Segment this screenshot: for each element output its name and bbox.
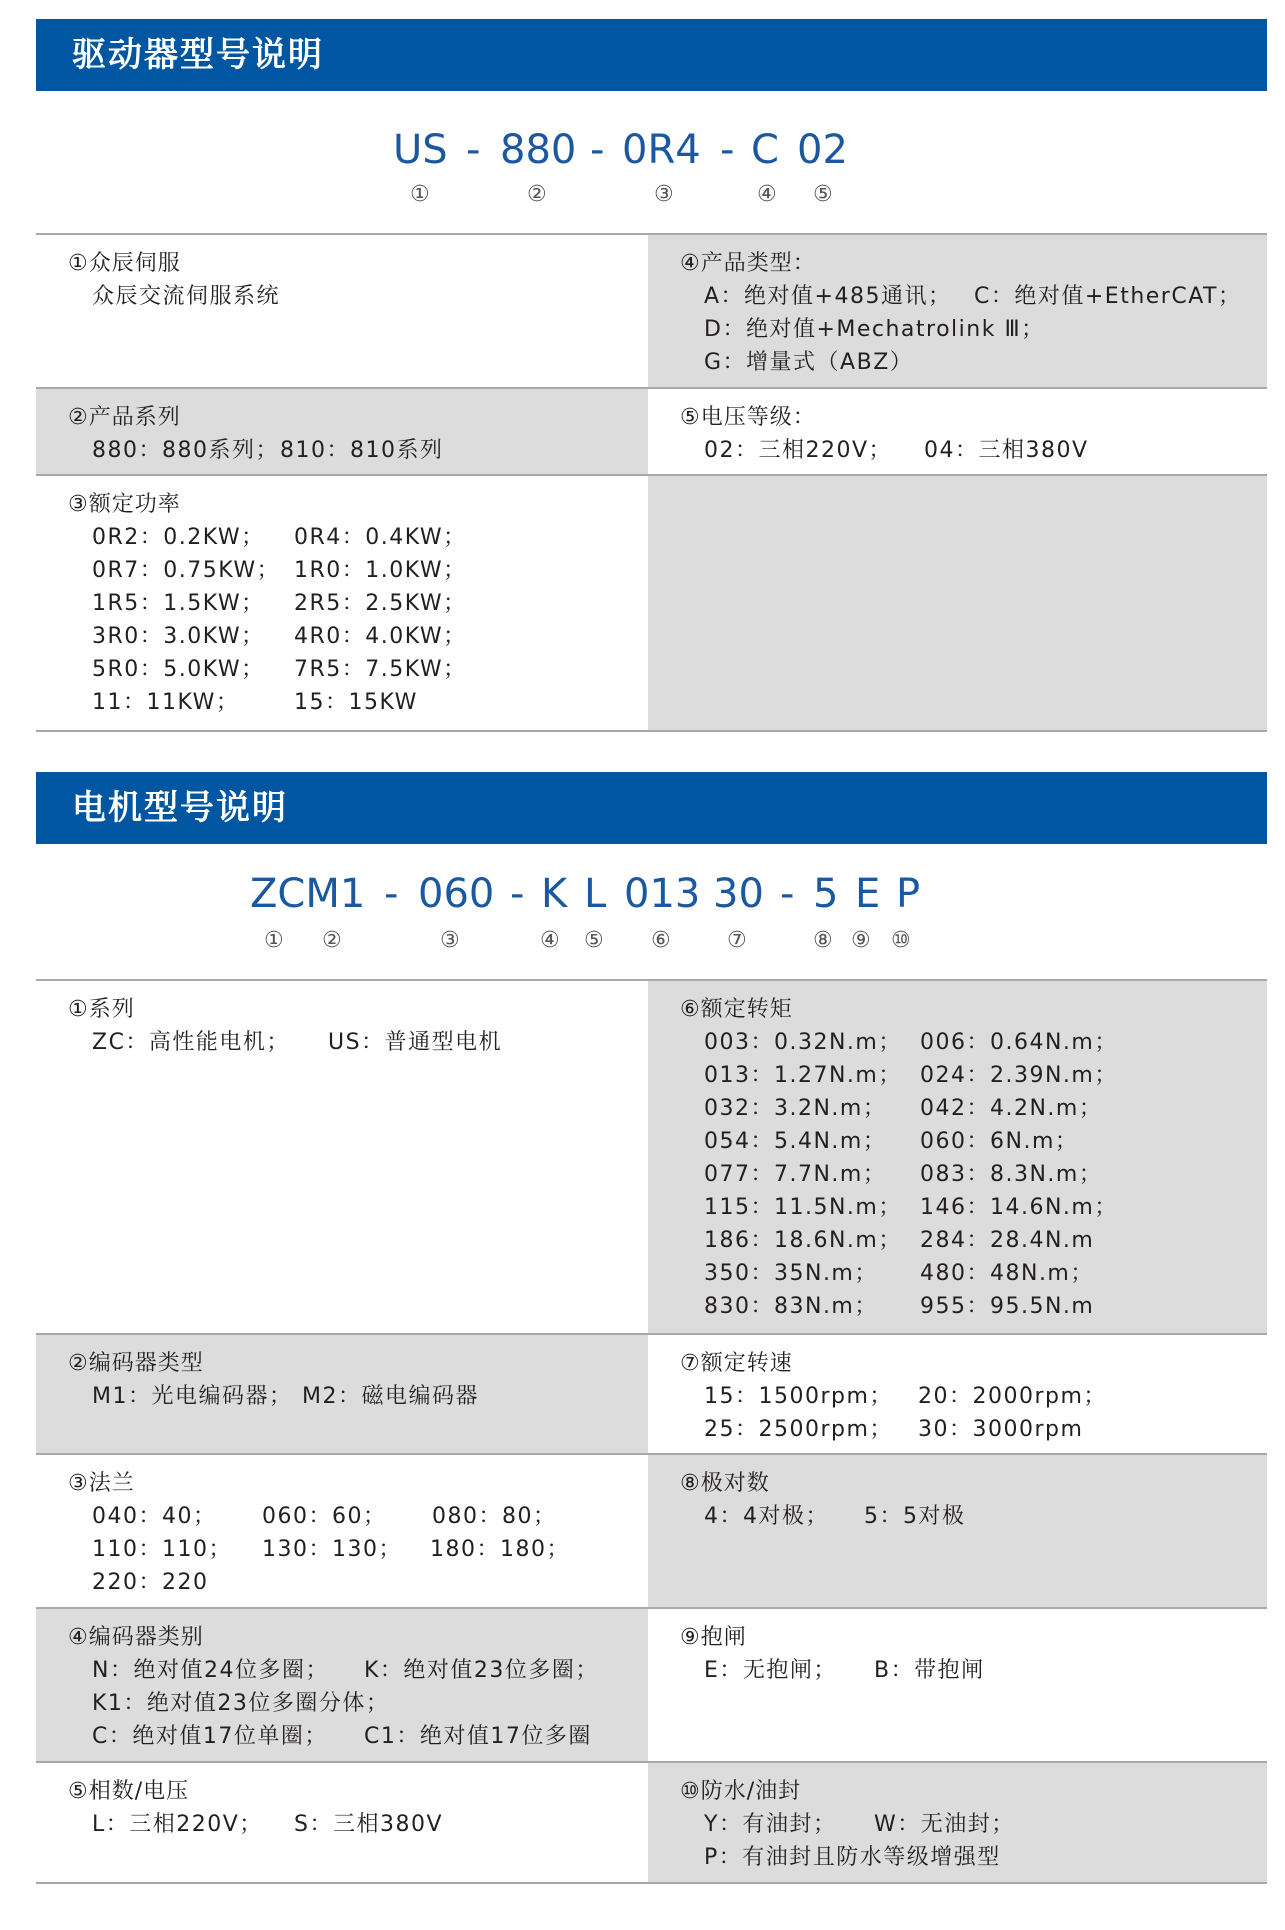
motor-code-part: 5 — [813, 871, 839, 917]
motor-series-line: ZC：高性能电机； — [92, 1030, 290, 1055]
driver-code-sep: - — [590, 127, 605, 173]
motor-marker: ⑤ — [584, 928, 604, 953]
motor-marker: ③ — [440, 928, 460, 953]
motor-model-code — [0, 870, 1285, 920]
motor-seal-item: W：无油封； — [874, 1812, 1015, 1837]
motor-encoder-class-item: C：绝对值17位单圈； — [92, 1724, 328, 1749]
motor-flange-item: 040：40； — [92, 1504, 217, 1529]
driver-power-item: 11：11KW； — [92, 690, 240, 715]
motor-code-part: E — [855, 871, 881, 917]
driver-type-title: ④产品类型： — [680, 251, 816, 276]
driver-code-part: 880 — [500, 127, 577, 173]
motor-encoder-type-title: ②编码器类型 — [68, 1351, 204, 1376]
motor-encoder-class-title: ④编码器类别 — [68, 1625, 204, 1650]
motor-code-part: P — [896, 871, 921, 917]
motor-phase-cell — [36, 1763, 648, 1882]
driver-voltage-cell — [648, 389, 1267, 475]
motor-speed-title: ⑦额定转速 — [680, 1351, 793, 1376]
driver-brand-title: ①众辰伺服 — [68, 251, 181, 276]
driver-type-line: D：绝对值+Mechatrolink Ⅲ； — [704, 317, 1045, 342]
driver-code-sep: - — [720, 127, 735, 173]
motor-series-line: US：普通型电机 — [328, 1030, 503, 1055]
driver-power-item: 0R4：0.4KW； — [294, 525, 467, 550]
motor-torque-item: 006：0.64N.m； — [920, 1030, 1118, 1055]
driver-header-title: 驱动器型号说明 — [72, 35, 324, 75]
motor-torque-item: 003：0.32N.m； — [704, 1030, 902, 1055]
motor-encoder-type-line: M1：光电编码器； — [92, 1384, 293, 1409]
motor-table-divider — [36, 1882, 1267, 1884]
driver-code-part: 02 — [797, 127, 848, 173]
motor-torque-item: 284：28.4N.m — [920, 1228, 1095, 1253]
driver-power-item: 5R0：5.0KW； — [92, 657, 265, 682]
driver-voltage-line: 02：三相220V； — [704, 438, 893, 463]
driver-series-cell — [36, 389, 648, 475]
motor-marker: ⑧ — [813, 928, 833, 953]
driver-table-divider — [36, 233, 1267, 235]
motor-encoder-type-cell — [36, 1335, 648, 1454]
motor-code-part: 30 — [713, 871, 764, 917]
motor-flange-item: 220：220 — [92, 1570, 209, 1595]
driver-type-cell — [648, 235, 1267, 388]
motor-phase-title: ⑤相数/电压 — [68, 1779, 190, 1804]
motor-marker: ④ — [540, 928, 560, 953]
driver-code-sep: - — [466, 127, 481, 173]
driver-model-code — [0, 126, 1285, 176]
motor-speed-item: 30：3000rpm — [918, 1417, 1084, 1442]
motor-table-divider — [36, 979, 1267, 981]
motor-flange-item: 110：110； — [92, 1537, 232, 1562]
driver-brand-desc: 众辰交流伺服系统 — [92, 284, 281, 309]
motor-seal-item: Y：有油封； — [704, 1812, 837, 1837]
driver-marker: ① — [410, 182, 430, 207]
driver-marker: ② — [527, 182, 547, 207]
motor-seal-title: ⑩防水/油封 — [680, 1779, 802, 1804]
driver-power-item: 7R5：7.5KW； — [294, 657, 467, 682]
motor-torque-item: 024：2.39N.m； — [920, 1063, 1118, 1088]
motor-torque-item: 480：48N.m； — [920, 1261, 1094, 1286]
motor-torque-title: ⑥额定转矩 — [680, 997, 793, 1022]
driver-empty-cell — [648, 476, 1267, 731]
motor-flange-item: 080：80； — [432, 1504, 557, 1529]
motor-torque-item: 077：7.7N.m； — [704, 1162, 887, 1187]
driver-code-part: 0R4 — [622, 127, 701, 173]
motor-brake-title: ⑨抱闸 — [680, 1625, 747, 1650]
driver-power-title: ③额定功率 — [68, 492, 181, 517]
motor-torque-item: 830：83N.m； — [704, 1294, 878, 1319]
driver-power-item: 1R5：1.5KW； — [92, 591, 265, 616]
motor-flange-item: 060：60； — [262, 1504, 387, 1529]
driver-type-line: C：绝对值+EtherCAT； — [974, 284, 1242, 309]
driver-series-line: 880：880系列； — [92, 438, 279, 463]
motor-table-divider — [36, 1761, 1267, 1763]
motor-encoder-class-cell — [36, 1609, 648, 1762]
motor-torque-item: 054：5.4N.m； — [704, 1129, 887, 1154]
motor-torque-item: 083：8.3N.m； — [920, 1162, 1103, 1187]
motor-marker: ① — [264, 928, 284, 953]
motor-brake-item: E：无抱闸； — [704, 1658, 837, 1683]
motor-torque-item: 350：35N.m； — [704, 1261, 878, 1286]
motor-torque-item: 060：6N.m； — [920, 1129, 1079, 1154]
motor-torque-item: 115：11.5N.m； — [704, 1195, 902, 1220]
motor-torque-cell — [648, 981, 1267, 1334]
motor-torque-item: 042：4.2N.m； — [920, 1096, 1103, 1121]
driver-brand-cell — [36, 235, 648, 388]
motor-table-divider — [36, 1333, 1267, 1335]
motor-series-cell — [36, 981, 648, 1334]
driver-marker: ⑤ — [813, 182, 833, 207]
motor-code-part: K — [541, 871, 568, 917]
driver-table-divider — [36, 387, 1267, 389]
driver-table-divider — [36, 730, 1267, 732]
driver-power-item: 3R0：3.0KW； — [92, 624, 265, 649]
driver-code-part: US — [393, 127, 448, 173]
motor-speed-cell — [648, 1335, 1267, 1454]
motor-code-part: ZCM1 — [250, 871, 366, 917]
driver-power-item: 0R7：0.75KW； — [92, 558, 281, 583]
motor-marker: ⑦ — [727, 928, 747, 953]
motor-encoder-type-line: M2：磁电编码器 — [302, 1384, 479, 1409]
motor-poles-item: 5：5对极 — [864, 1504, 966, 1529]
motor-flange-item: 130：130； — [262, 1537, 402, 1562]
driver-marker: ④ — [757, 182, 777, 207]
motor-header-banner — [36, 772, 1267, 844]
driver-power-item: 1R0：1.0KW； — [294, 558, 467, 583]
motor-marker: ⑥ — [651, 928, 671, 953]
motor-speed-item: 25：2500rpm； — [704, 1417, 893, 1442]
driver-code-part: C — [751, 127, 779, 173]
motor-code-part: L — [584, 871, 607, 917]
driver-voltage-title: ⑤电压等级： — [680, 405, 816, 430]
motor-series-title: ①系列 — [68, 997, 135, 1022]
driver-type-line: G：增量式（ABZ） — [704, 350, 914, 375]
motor-phase-item: L：三相220V； — [92, 1812, 263, 1837]
driver-series-title: ②产品系列 — [68, 405, 181, 430]
driver-voltage-line: 04：三相380V — [924, 438, 1089, 463]
motor-marker: ⑩ — [891, 928, 911, 953]
motor-encoder-class-item: N：绝对值24位多圈； — [92, 1658, 329, 1683]
driver-power-item: 4R0：4.0KW； — [294, 624, 467, 649]
driver-table-divider — [36, 474, 1267, 476]
motor-seal-item: P：有油封且防水等级增强型 — [704, 1845, 1001, 1870]
motor-encoder-class-item: K：绝对值23位多圈； — [364, 1658, 599, 1683]
motor-encoder-class-item: K1：绝对值23位多圈分体； — [92, 1691, 390, 1716]
motor-poles-cell — [648, 1455, 1267, 1608]
motor-brake-item: B：带抱闸 — [874, 1658, 985, 1683]
motor-table-divider — [36, 1607, 1267, 1609]
motor-marker: ⑨ — [851, 928, 871, 953]
motor-phase-item: S：三相380V — [294, 1812, 444, 1837]
driver-power-item: 2R5：2.5KW； — [294, 591, 467, 616]
driver-power-item: 0R2：0.2KW； — [92, 525, 265, 550]
motor-torque-item: 013：1.27N.m； — [704, 1063, 902, 1088]
motor-torque-item: 032：3.2N.m； — [704, 1096, 887, 1121]
motor-torque-item: 146：14.6N.m； — [920, 1195, 1118, 1220]
driver-header-banner — [36, 19, 1267, 91]
motor-speed-item: 15：1500rpm； — [704, 1384, 893, 1409]
driver-marker: ③ — [654, 182, 674, 207]
motor-header-title: 电机型号说明 — [72, 788, 288, 828]
driver-type-line: A：绝对值+485通讯； — [704, 284, 952, 309]
motor-code-part: 013 — [624, 871, 701, 917]
motor-encoder-class-item: C1：绝对值17位多圈 — [364, 1724, 592, 1749]
motor-flange-item: 180：180； — [430, 1537, 570, 1562]
motor-brake-cell — [648, 1609, 1267, 1762]
motor-code-sep: - — [384, 871, 399, 917]
motor-marker: ② — [322, 928, 342, 953]
driver-power-cell — [36, 476, 648, 731]
motor-flange-cell — [36, 1455, 648, 1608]
motor-code-sep: - — [510, 871, 525, 917]
driver-power-item: 15：15KW — [294, 690, 418, 715]
motor-speed-item: 20：2000rpm； — [918, 1384, 1107, 1409]
motor-code-part: 060 — [418, 871, 495, 917]
motor-torque-item: 955：95.5N.m — [920, 1294, 1095, 1319]
motor-flange-title: ③法兰 — [68, 1471, 135, 1496]
driver-series-line: 810：810系列 — [280, 438, 444, 463]
motor-torque-item: 186：18.6N.m； — [704, 1228, 902, 1253]
motor-table-divider — [36, 1453, 1267, 1455]
motor-code-sep: - — [780, 871, 795, 917]
motor-poles-title: ⑧极对数 — [680, 1471, 770, 1496]
motor-seal-cell — [648, 1763, 1267, 1882]
motor-poles-item: 4：4对极； — [704, 1504, 829, 1529]
